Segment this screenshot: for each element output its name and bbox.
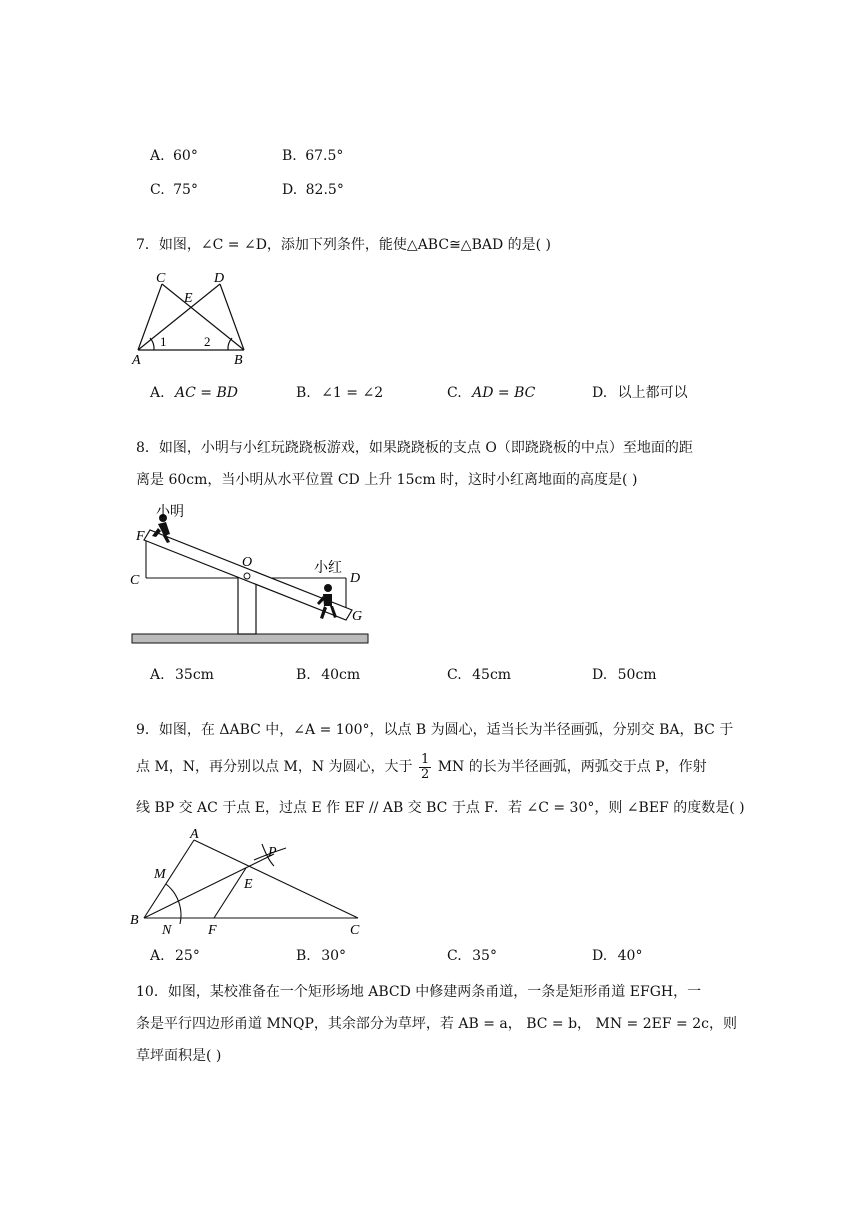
label-d: D <box>350 571 361 586</box>
q8-option-a[interactable] <box>150 665 214 685</box>
option-letter: B. <box>296 667 311 683</box>
option-text: 25° <box>175 948 200 964</box>
option-text: AD = BC <box>472 385 536 401</box>
option-letter: A. <box>150 667 165 683</box>
label-2: 2 <box>204 334 211 349</box>
q9-figure <box>128 826 368 938</box>
q10-stem-line2: 条是平行四边形甬道 MNQP，其余部分为草坪，若 AB = a， BC = b， MN = 2EF = 2c，则 <box>136 1016 737 1032</box>
option-text: ∠1 = ∠2 <box>321 385 384 401</box>
label-xiaohong: 小红 <box>314 561 342 576</box>
label-d: D <box>214 271 225 286</box>
q8-stem-line2: 离是 60cm，当小明从水平位置 CD 上升 15cm 时，这时小红离地面的高度是( ) <box>136 472 638 488</box>
q8-option-c[interactable] <box>447 665 511 685</box>
label-n: N <box>162 923 172 938</box>
option-letter: B. <box>282 148 297 164</box>
q9-stem-line2 <box>136 752 707 782</box>
label-1: 1 <box>160 334 167 349</box>
q9-line2-part-b: MN 的长为半径画弧，两弧交于点 P，作射 <box>437 759 707 775</box>
q7-option-c[interactable] <box>447 383 535 403</box>
q9-option-c[interactable] <box>447 946 497 966</box>
option-letter: D. <box>592 667 608 683</box>
label-m: M <box>154 867 166 882</box>
label-f: F <box>208 923 217 938</box>
label-a: A <box>132 353 141 368</box>
label-b: B <box>234 353 243 368</box>
q7-figure <box>128 268 268 368</box>
q7-option-d[interactable] <box>592 383 688 403</box>
q9-stem-line3: 线 BP 交 AC 于点 E，过点 E 作 EF // AB 交 BC 于点 F．若 ∠C = 30°，则 ∠BEF 的度数是( ) <box>136 800 745 816</box>
option-text: 75° <box>173 182 198 198</box>
q7-stem: 7．如图，∠C = ∠D，添加下列条件，能使△ABC≅△BAD 的是( ) <box>136 237 552 253</box>
label-c: C <box>130 573 140 588</box>
option-letter: A. <box>150 948 165 964</box>
option-letter: D. <box>282 182 298 198</box>
option-text: 35cm <box>175 667 214 683</box>
q9-option-d[interactable] <box>592 946 642 966</box>
option-text: 67.5° <box>305 148 344 164</box>
label-o: O <box>242 555 253 570</box>
label-e: E <box>244 877 253 892</box>
option-text: 40° <box>617 948 643 964</box>
option-text: 82.5° <box>305 182 344 198</box>
q7-option-a[interactable] <box>150 383 238 403</box>
fraction-one-half <box>419 753 431 782</box>
option-letter: A. <box>150 148 165 164</box>
q6-option-a[interactable] <box>150 146 198 166</box>
q9-option-a[interactable] <box>150 946 200 966</box>
option-letter: C. <box>150 182 165 198</box>
label-b: B <box>130 913 139 928</box>
label-g: G <box>352 609 363 624</box>
q7-option-b[interactable] <box>296 383 383 403</box>
q9-option-b[interactable] <box>296 946 346 966</box>
option-letter: C. <box>447 385 462 401</box>
option-letter: C. <box>447 667 462 683</box>
option-text: 35° <box>472 948 497 964</box>
label-xiaoming: 小明 <box>156 505 184 520</box>
option-letter: B. <box>296 948 311 964</box>
q9-stem-line1: 9．如图，在 ΔABC 中，∠A = 100°，以点 B 为圆心，适当长为半径画弧，分别交 BA，BC 于 <box>136 722 734 738</box>
q8-figure <box>128 502 378 650</box>
q6-option-b[interactable] <box>282 146 343 166</box>
q6-option-d[interactable] <box>282 180 344 200</box>
fraction-numerator: 1 <box>420 751 430 767</box>
option-letter: D. <box>592 948 608 964</box>
xiaohong-icon <box>317 584 337 619</box>
option-text: 45cm <box>472 667 512 683</box>
q9-line2-part-a: 点 M，N，再分别以点 M，N 为圆心，大于 <box>136 759 413 775</box>
q10-stem-line3: 草坪面积是( ) <box>136 1048 222 1064</box>
label-c: C <box>156 271 166 286</box>
label-f: F <box>136 529 145 544</box>
option-text: 以上都可以 <box>617 385 688 401</box>
q8-stem-line1: 8．如图，小明与小红玩跷跷板游戏，如果跷跷板的支点 O（即跷跷板的中点）至地面的距 <box>136 440 693 456</box>
option-text: 60° <box>173 148 198 164</box>
option-text: 30° <box>321 948 347 964</box>
q8-option-b[interactable] <box>296 665 360 685</box>
q6-option-c[interactable] <box>150 180 198 200</box>
option-text: 40cm <box>321 667 361 683</box>
option-letter: A. <box>150 385 165 401</box>
label-a: A <box>190 827 199 842</box>
label-p: P <box>268 845 277 860</box>
option-letter: B. <box>296 385 311 401</box>
label-c: C <box>350 923 360 938</box>
fraction-denominator: 2 <box>420 766 430 782</box>
label-e: E <box>184 291 193 306</box>
q10-stem-line1: 10．如图，某校准备在一个矩形场地 ABCD 中修建两条甬道，一条是矩形甬道 EFGH，一 <box>136 984 702 1000</box>
option-letter: D. <box>592 385 608 401</box>
option-letter: C. <box>447 948 462 964</box>
option-text: AC = BD <box>175 385 238 401</box>
option-text: 50cm <box>617 667 657 683</box>
q8-option-d[interactable] <box>592 665 657 685</box>
